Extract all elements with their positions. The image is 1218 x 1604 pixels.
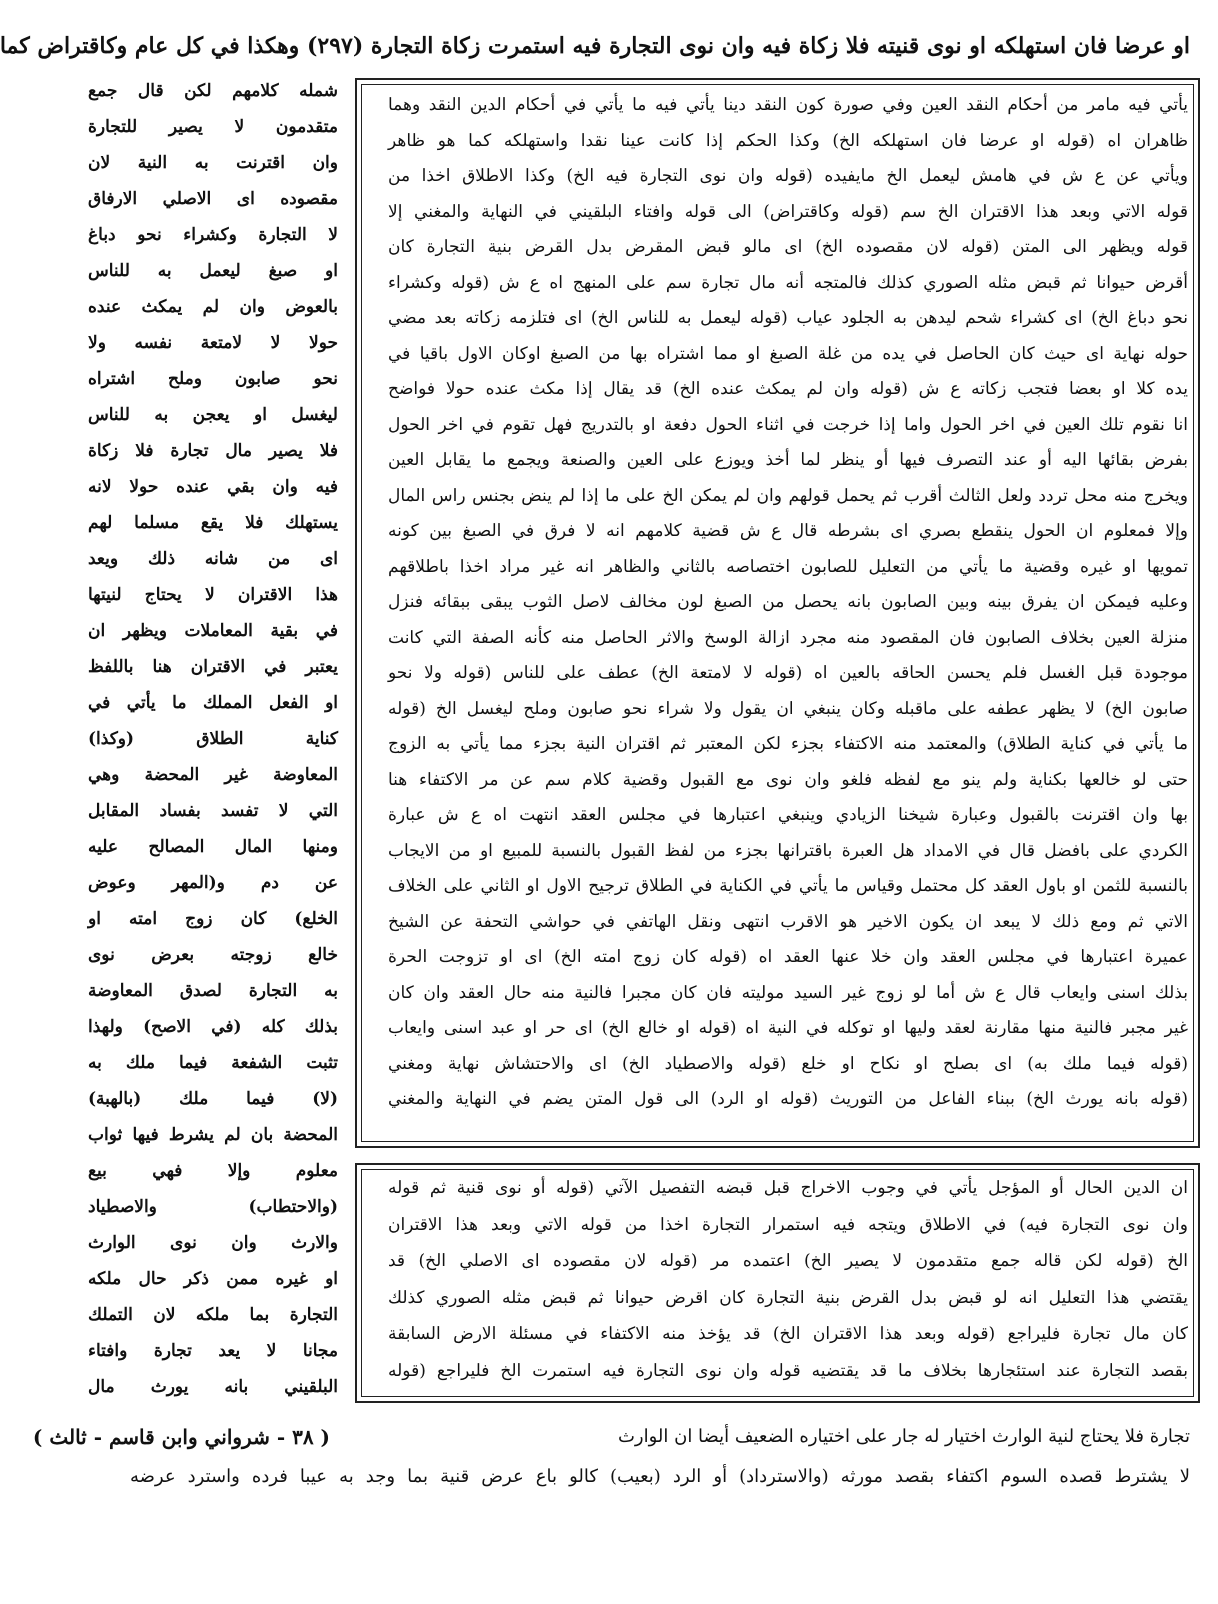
main-text-line: غير مجبر فالنية منها مقارنة لعقد وليها او توكله في النية اه (قوله او خالع الخ) اى حر او عبد اسنى وايعاب <box>388 1018 1188 1038</box>
commentary-line: ان الدين الحال أو المؤجل يأتي في وجوب الاخراج قبل قبضه التفصيل الآتي (قوله أو نوى قنية ثم قوله <box>388 1178 1188 1198</box>
main-text-line: ويخرج منه محل تردد ولعل الثالث أقرب ثم يحمل قولهم وان لم يمكن الخ على ما إذا لم ينض بجنس راس المال <box>388 485 1188 506</box>
main-text-line: منزلة العين بخلاف الصابون فان المقصود منه مجرد ازالة الوسخ والاثر الحاصل منه كأنه الصفة التي كانت <box>388 627 1188 648</box>
side-text-line: المحضة بان لم يشرط فيها ثواب <box>88 1125 338 1145</box>
side-text-line: بالعوض وان لم يمكث عنده <box>88 297 338 317</box>
side-text-line: ليغسل او يعجن به للناس <box>88 405 338 425</box>
commentary-line: يقتضي هذا التعليل انه لو قبض بدل القرض بنية التجارة كان اقرض حيوانا ثم قبض مثله الصوري كذلك <box>388 1287 1188 1308</box>
side-text-line: معلوم وإلا فهي بيع <box>88 1161 338 1181</box>
main-text-line: وإلا فمعلوم ان الحول ينقطع بصري اى بشرطه قال ع ش قضية كلامهم انه لا فرق في الصبغ بين كونه <box>388 521 1188 541</box>
side-text-line: البلقيني بانه يورث مال <box>88 1377 338 1397</box>
main-text-line: حوله نهاية اى حيث كان الحاصل في يده من غلة الصبغ او مما اشتراه بها من الصبغ اوكان الاول باقيا في <box>388 343 1188 364</box>
side-text-line: والارث وان نوى الوارث <box>88 1233 338 1253</box>
main-text-line: صابون الخ) لا يظهر عطفه على ماقبله وكان ينبغي ان يقول ولا شراء نحو صابون وملح ليغسل الخ (قوله <box>388 698 1188 719</box>
main-text-line: موجودة قبل الغسل فلم يحسن الحاقه بالعين اه (قوله لا لامتعة الخ) عطف على للناس (قوله ولا نحو <box>388 663 1188 683</box>
main-text-line: حتى لو خالعها بكناية ولم ينو مع لفظه فلغو وان نوى مع القبول وقضية كلام سم عن مر الاكتفاء هنا <box>388 769 1188 790</box>
main-text-line: نحو دباغ الخ) اى كشراء شحم ليدهن به الجلود عياب (قوله ليعمل به للناس الخ) اى فتلزمه زكاته بعد مضي <box>388 308 1188 328</box>
main-text-line: بذلك اسنى وايعاب قال ع ش أما لو زوج غير السيد موليته فان كان مجبرا فالنية منه حال العقد وان كان <box>388 982 1188 1003</box>
commentary-line: الخ (قوله لكن قاله جمع متقدمون لا يصير الخ) اعتمده مر (قوله لان مقصوده اى الاصلي الخ) قد <box>388 1251 1188 1271</box>
side-text-line: وان اقترنت به النية لان <box>88 153 338 173</box>
side-text-line: الخلع) كان زوج امته او <box>88 909 338 929</box>
footer-continuation: تجارة فلا يحتاج لنية الوارث اختيار له جار على اختياره الضعيف أيضا ان الوارث <box>617 1426 1190 1447</box>
side-text-line: التي لا تفسد بفساد المقابل <box>88 801 338 821</box>
main-text-line: انا نقوم تلك العين في اخر الحول واما إذا خرجت في اثناء الحول دفعة او بالتدريج فهل تقوم في اخر الحول <box>388 414 1188 435</box>
main-text-line: وعليه فيمكن ان يفرق بينه وبين الصابون بانه يحصل من الصبغ لون مخالف لاصل الثوب يبقى ببقائه فنزل <box>388 592 1188 612</box>
commentary-line: وان نوى التجارة فيه) في الاطلاق ويتجه فيه استمرار التجارة اخذا من قوله الاتي وبعد هذا الاقتران <box>388 1214 1188 1235</box>
main-text-line: ويأتي عن ع ش في هامش ليعمل الخ مايفيده (قوله وان نوى التجارة فيه الخ) وكذا الاطلاق اخذا من <box>388 166 1188 186</box>
side-text-line: به التجارة لصدق المعاوضة <box>88 981 338 1001</box>
side-text-line: تثبت الشفعة فيما ملك به <box>88 1053 338 1073</box>
side-text-line: بذلك كله (في الاصح) ولهذا <box>88 1017 338 1037</box>
side-text-line: ومنها المال المصالح عليه <box>88 837 338 857</box>
side-text-line: مقصوده اى الاصلي الارفاق <box>88 189 338 209</box>
main-text-line: يده كلا او بعضا فتجب زكاته ع ش (قوله وان لم يمكث عنده الخ) قد يقال إذا مكث عنده حولا فواضح <box>388 379 1188 399</box>
side-text-line: او صبغ ليعمل به للناس <box>88 261 338 281</box>
side-text-line: او غيره ممن ذكر حال ملكه <box>88 1269 338 1289</box>
main-text-line: بفرض بقائها اليه أو عند التصرف فيها أو ينظر لما أخذ ويوزع على العين والصنعة ويجمع ما يقابل العين <box>388 450 1188 470</box>
side-text-line: هذا الاقتران لا يحتاج لنيتها <box>88 585 338 605</box>
side-text-line: مجانا لا يعد تجارة وافتاء <box>88 1341 338 1361</box>
side-text-line: كناية الطلاق (وكذا) <box>88 729 338 749</box>
main-text-line: (قوله بانه يورث الخ) ببناء الفاعل من التوريث (قوله او الرد) الى قول المتن يضم في النهاية والمغني <box>388 1089 1188 1109</box>
side-text-line: عن دم و(المهر وعوض <box>88 873 338 893</box>
side-text-line: التجارة بما ملكه لان التملك <box>88 1305 338 1325</box>
side-text-line: (والاحتطاب) والاصطياد <box>88 1197 338 1217</box>
main-text-line: (قوله فيما ملك به) اى بصلح او نكاح او خلع (قوله والاصطياد الخ) اى والاحتشاش نهاية ومغني <box>388 1053 1188 1074</box>
side-text-line: فلا يصير مال تجارة فلا زكاة <box>88 441 338 461</box>
main-text-line: عميرة اعتبارها في مجلس العقد وان خلا عنها العقد اه (قوله كان زوج امته الخ) اى او تزوجت الحرة <box>388 947 1188 967</box>
side-text-line: اى من شانه ذلك ويعد <box>88 549 338 569</box>
main-text-line: ما يأتي في كناية الطلاق) والمعتمد منه الاكتفاء بجزء لكن المعتبر ثم اقتران النية بجزء مما يأتي به الزوج <box>388 734 1188 754</box>
main-text-line: بالنسبة للثمن او باول العقد كل محتمل وقياس ما يأتي في الكناية في الطلاق ترجيح الاول او الثاني على الخلاف <box>388 876 1188 896</box>
side-text-line: نحو صابون وملح اشتراه <box>88 369 338 389</box>
side-text-line: فيه وان بقي عنده حولا لانه <box>88 477 338 497</box>
main-text-line: الاتي ثم ومع ذلك لا يبعد ان يكون الاخير هو الاقرب انتهى ونقل الهاتفي في حواشي التحفة عن الشيخ <box>388 911 1188 932</box>
side-text-line: حولا لا لامتعة نفسه ولا <box>88 333 338 353</box>
side-text-line: يستهلك فلا يقع مسلما لهم <box>88 513 338 533</box>
main-text-line: الكردي على بافضل قال في الامداد هل العبرة باقترانها بجزء من لفظ القبول بالنسبة للمبيع او من الايجاب <box>388 840 1188 861</box>
commentary-line: كان مال تجارة فليراجع (قوله وبعد هذا الاقتران الخ) قد يؤخذ منه الاكتفاء في مسئلة الارض السابقة <box>388 1324 1188 1344</box>
main-text-line: ظاهران اه (قوله او عرضا فان استهلكه الخ) وكذا الحكم إذا كانت عينا نقدا واستهلكه كما هو ظاهر <box>388 130 1188 151</box>
page-header: او عرضا فان استهلكه او نوى قنيته فلا زكاة فيه وان نوى التجارة فيه استمرت زكاة التجارة (٢٩٧) وهكذا في كل عام وكاقتراض كما <box>0 33 1190 59</box>
main-text-line: تمويها او غيره وقضية ما يأتي من التعليل للصابون اختصاصه بالثاني والظاهر انه غير مراد اخذا باطلاقهم <box>388 556 1188 577</box>
side-text-line: في بقية المعاملات ويظهر ان <box>88 621 338 641</box>
side-text-line: خالع زوجته بعرض نوى <box>88 945 338 965</box>
main-text-line: بها وان اقترنت بالقبول وعبارة شيخنا الزيادي وينبغي اعتبارها في مجلس العقد انتهت اه ع ش عبارة <box>388 805 1188 825</box>
side-text-line: المعاوضة غير المحضة وهي <box>88 765 338 785</box>
side-text-line: متقدمون لا يصير للتجارة <box>88 117 338 137</box>
side-text-line: يعتبر في الاقتران هنا باللفظ <box>88 657 338 677</box>
side-text-line: (لا) فيما ملك (بالهبة) <box>88 1089 338 1109</box>
side-text-line: او الفعل المملك ما يأتي في <box>88 693 338 713</box>
commentary-line: بقصد التجارة عند استئجارها بخلاف ما قد يقتضيه قوله وان نوى التجارة فيه استمرت الخ فليراجع (قوله <box>388 1360 1188 1381</box>
side-text-line: شمله كلامهم لكن قال جمع <box>88 81 338 101</box>
footer-signature: ( ٣٨ - شرواني وابن قاسم - ثالث ) <box>32 1425 330 1449</box>
main-text-line: يأتي فيه مامر من أحكام النقد العين وفي صورة كون النقد دينا يأتي فيه ما يأتي في أحكام الدين النقد وهما <box>388 95 1188 115</box>
main-text-line: أقرض حيوانا ثم قبض مثله الصوري كذلك فالمتجه أنه مال تجارة سم على المنهج اه ع ش (قوله وكشراء <box>388 272 1188 293</box>
main-text-line: قوله ويظهر الى المتن (قوله لان مقصوده الخ) اى مالو قبض المقرض بدل القرض بنية التجارة كان <box>388 237 1188 257</box>
bottom-line: لا يشترط قصده السوم اكتفاء بقصد مورثه (والاسترداد) أو الرد (بعيب) كالو باع عرض قنية بما وجد به عيبا فرده واسترد عرضه <box>130 1466 1190 1487</box>
main-text-line: قوله الاتي وبعد هذا الاقتران الخ سم (قوله وكاقتراض) الى قوله وافتاء البلقيني في النهاية والمغني إلا <box>388 201 1188 222</box>
side-text-line: لا التجارة وكشراء نحو دباغ <box>88 225 338 245</box>
